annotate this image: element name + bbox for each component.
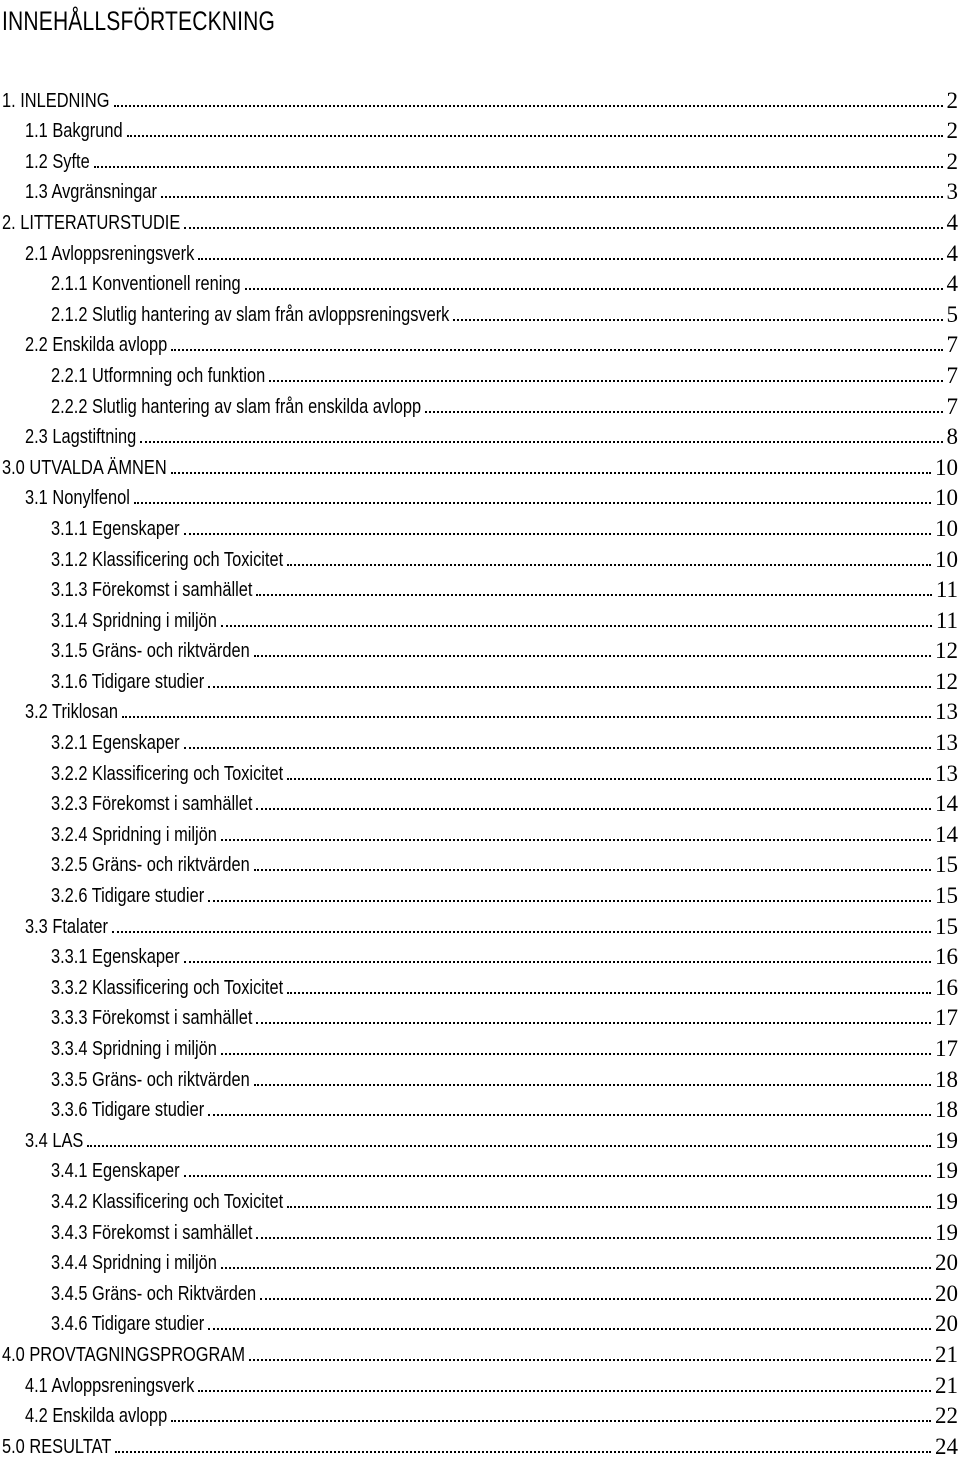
toc-entry[interactable] xyxy=(0,877,960,908)
toc-entry-label: 3.1.2 Klassificering och Toxicitet xyxy=(51,548,284,571)
toc-entry-page-number: 20 xyxy=(935,1311,958,1337)
toc-entry-label-wrap xyxy=(25,150,90,174)
toc-entry-label: 4.0 PROVTAGNINGSPROGRAM xyxy=(2,1343,246,1366)
toc-entry-page-number: 2 xyxy=(946,87,958,113)
toc-entry[interactable] xyxy=(0,204,960,235)
toc-entry[interactable] xyxy=(0,388,960,419)
toc-dot-leader xyxy=(221,839,931,841)
toc-entry-page-number: 11 xyxy=(935,607,958,633)
toc-entry[interactable] xyxy=(0,510,960,541)
toc-dot-leader xyxy=(221,625,932,627)
toc-entry[interactable] xyxy=(0,786,960,817)
toc-entry-label-wrap xyxy=(51,1006,252,1030)
toc-entry-label: 3.2.3 Förekomst i samhället xyxy=(51,793,253,816)
toc-entry[interactable] xyxy=(0,1275,960,1306)
toc-dot-leader xyxy=(256,808,931,810)
toc-entry[interactable] xyxy=(0,296,960,327)
toc-entry-label: 2.1 Avloppsreningsverk xyxy=(25,242,195,265)
toc-entry[interactable] xyxy=(0,327,960,358)
toc-entry-label: 1. INLEDNING xyxy=(2,89,110,112)
toc-dot-leader xyxy=(245,288,943,290)
toc-entry-label-wrap xyxy=(2,1343,245,1367)
toc-entry[interactable] xyxy=(0,174,960,205)
toc-entry-label: 2.2.2 Slutlig hantering av slam från enskilda avlopp xyxy=(51,395,422,418)
toc-entry-page-number: 5 xyxy=(946,301,958,327)
toc-entry[interactable] xyxy=(0,419,960,450)
toc-dot-leader xyxy=(269,380,942,382)
toc-entry-label-wrap xyxy=(25,915,108,939)
toc-entry[interactable] xyxy=(0,1153,960,1184)
toc-entry-label-wrap xyxy=(25,1374,194,1398)
toc-entry[interactable] xyxy=(0,816,960,847)
toc-entry-label-wrap xyxy=(51,364,265,388)
toc-entry[interactable] xyxy=(0,235,960,266)
toc-dot-leader xyxy=(94,166,943,168)
toc-entry[interactable] xyxy=(0,602,960,633)
toc-entry-page-number: 13 xyxy=(935,699,958,725)
toc-entry-page-number: 12 xyxy=(935,668,958,694)
toc-entry-label-wrap xyxy=(51,731,180,755)
toc-entry-label-wrap xyxy=(2,211,180,235)
toc-dot-leader xyxy=(425,411,942,413)
toc-entry[interactable] xyxy=(0,449,960,480)
toc-dot-leader xyxy=(453,319,942,321)
toc-entry-page-number: 4 xyxy=(946,271,958,297)
toc-entry-label-wrap xyxy=(25,486,130,510)
toc-entry-page-number: 21 xyxy=(935,1372,958,1398)
toc-entry[interactable] xyxy=(0,82,960,113)
toc-entry[interactable] xyxy=(0,724,960,755)
toc-entry-label: 3.1.1 Egenskaper xyxy=(51,517,180,540)
toc-entry-page-number: 7 xyxy=(946,393,958,419)
toc-dot-leader xyxy=(208,900,931,902)
toc-entry-page-number: 7 xyxy=(946,362,958,388)
toc-dot-leader xyxy=(161,196,943,198)
toc-entry-label-wrap xyxy=(51,1098,204,1122)
toc-dot-leader xyxy=(221,1053,931,1055)
toc-dot-leader xyxy=(287,1206,931,1208)
toc-dot-leader xyxy=(249,1359,931,1361)
toc-entry-label: 3.2.2 Klassificering och Toxicitet xyxy=(51,762,284,785)
toc-entry-label: 3.3.4 Spridning i miljön xyxy=(51,1038,217,1060)
toc-dot-leader xyxy=(134,502,931,504)
toc-entry-label-wrap xyxy=(51,272,241,296)
toc-entry-page-number: 17 xyxy=(935,1036,958,1061)
toc-entry[interactable] xyxy=(0,1214,960,1245)
toc-entry[interactable] xyxy=(0,143,960,174)
toc-entry-label: 3.3.6 Tidigare studier xyxy=(51,1099,205,1122)
toc-dot-leader xyxy=(184,227,942,229)
toc-entry-label: 2. LITTERATURSTUDIE xyxy=(2,211,181,234)
toc-entry-label: 3.1.4 Spridning i miljön xyxy=(51,609,217,632)
toc-dot-leader xyxy=(221,1267,931,1269)
toc-entry-page-number: 19 xyxy=(935,1158,958,1184)
toc-entry-page-number: 14 xyxy=(935,821,958,847)
toc-entry-label-wrap xyxy=(51,395,421,419)
toc-entry-label-wrap xyxy=(51,792,252,816)
toc-entry-page-number: 14 xyxy=(935,791,958,817)
toc-entry-page-number: 4 xyxy=(946,240,958,266)
toc-entry-label: 3.2.1 Egenskaper xyxy=(51,732,180,755)
toc-dot-leader xyxy=(208,686,931,688)
toc-entry[interactable] xyxy=(0,1122,960,1153)
toc-entry-label-wrap xyxy=(25,119,123,143)
toc-entry-label-wrap xyxy=(25,700,118,724)
toc-entry-page-number: 20 xyxy=(935,1280,958,1306)
toc-entry-label-wrap xyxy=(51,609,217,633)
toc-entry[interactable] xyxy=(0,1245,960,1276)
toc-dot-leader xyxy=(127,135,943,137)
toc-heading: INNEHÅLLSFÖRTECKNING xyxy=(2,6,276,36)
toc-entry-label: 1.2 Syfte xyxy=(25,150,90,173)
toc-dot-leader xyxy=(184,747,931,749)
toc-entry-label: 3.2.4 Spridning i miljön xyxy=(51,823,217,846)
toc-entry-page-number: 18 xyxy=(935,1097,958,1123)
toc-entry-page-number: 10 xyxy=(935,546,958,572)
toc-entry-page-number: 16 xyxy=(935,944,958,970)
toc-entry-label-wrap xyxy=(25,242,194,266)
toc-entry-label-wrap xyxy=(51,1037,217,1061)
toc-dot-leader xyxy=(112,931,931,933)
toc-entry-page-number: 10 xyxy=(935,454,958,480)
toc-entry-label-wrap xyxy=(51,1159,180,1183)
toc-entry-page-number: 4 xyxy=(946,209,958,235)
toc-dot-leader xyxy=(140,441,942,443)
toc-entry-label: 3.1 Nonylfenol xyxy=(25,487,130,510)
toc-entry-label: 1.1 Bakgrund xyxy=(25,120,123,143)
toc-entry[interactable] xyxy=(0,1367,960,1398)
toc-entry-label: 3.3.1 Egenskaper xyxy=(51,946,180,969)
toc-dot-leader xyxy=(208,1328,931,1330)
toc-entry-label-wrap xyxy=(51,823,217,847)
toc-entry[interactable] xyxy=(0,1061,960,1092)
toc-entry[interactable] xyxy=(0,1428,960,1459)
toc-entry-page-number: 13 xyxy=(935,730,958,756)
toc-entry-label-wrap xyxy=(51,853,250,877)
toc-entry-page-number: 12 xyxy=(935,638,958,664)
toc-entry-label-wrap xyxy=(51,578,252,602)
toc-entry-label: 3.4.6 Tidigare studier xyxy=(51,1313,205,1336)
toc-dot-leader xyxy=(254,655,931,657)
toc-entry-label: 1.3 Avgränsningar xyxy=(25,181,157,204)
toc-dot-leader xyxy=(87,1145,931,1147)
toc-entry[interactable] xyxy=(0,755,960,786)
toc-entry-label-wrap xyxy=(51,548,283,572)
toc-entry-label: 3.2.5 Gräns- och riktvärden xyxy=(51,854,250,877)
toc-entry-label-wrap xyxy=(2,1435,111,1459)
toc-entry[interactable] xyxy=(0,572,960,603)
toc-entry-label-wrap xyxy=(51,517,180,541)
toc-entry-page-number: 19 xyxy=(935,1127,958,1153)
toc-entry-label: 3.4.2 Klassificering och Toxicitet xyxy=(51,1190,284,1213)
toc-dot-leader xyxy=(184,1175,931,1177)
toc-entry-label-wrap xyxy=(51,1312,204,1336)
toc-entry-label-wrap xyxy=(25,1404,167,1428)
toc-list xyxy=(0,82,960,1459)
toc-entry-label: 3.4.5 Gräns- och Riktvärden xyxy=(51,1282,257,1305)
toc-entry-label-wrap xyxy=(51,1068,250,1092)
toc-entry-label: 3.3.5 Gräns- och riktvärden xyxy=(51,1068,250,1091)
toc-entry-page-number: 16 xyxy=(935,974,958,1000)
toc-entry[interactable] xyxy=(0,113,960,144)
toc-entry-page-number: 15 xyxy=(935,852,958,878)
toc-entry-label: 3.1.5 Gräns- och riktvärden xyxy=(51,640,250,663)
toc-entry-label: 3.4 LAS xyxy=(25,1129,84,1152)
toc-dot-leader xyxy=(287,778,931,780)
toc-entry-page-number: 13 xyxy=(935,760,958,786)
toc-entry-label-wrap xyxy=(51,1190,283,1214)
toc-dot-leader xyxy=(198,1390,931,1392)
toc-entry-page-number: 2 xyxy=(946,148,958,174)
toc-entry-label-wrap xyxy=(51,945,180,969)
toc-entry-label-wrap xyxy=(51,1282,256,1306)
toc-entry[interactable] xyxy=(0,633,960,664)
toc-dot-leader xyxy=(171,472,931,474)
toc-entry-label-wrap xyxy=(51,976,283,1000)
toc-entry-page-number: 7 xyxy=(946,332,958,358)
toc-dot-leader xyxy=(256,1022,931,1024)
toc-entry[interactable] xyxy=(0,266,960,297)
toc-entry-label: 3.3 Ftalater xyxy=(25,915,108,938)
toc-dot-leader xyxy=(287,992,931,994)
toc-entry-page-number: 22 xyxy=(935,1403,958,1429)
toc-entry-page-number: 11 xyxy=(935,577,958,603)
toc-entry[interactable] xyxy=(0,1030,960,1061)
toc-dot-leader xyxy=(256,594,931,596)
toc-entry-label: 3.1.3 Förekomst i samhället xyxy=(51,579,253,602)
toc-entry[interactable] xyxy=(0,541,960,572)
toc-dot-leader xyxy=(114,105,943,107)
toc-entry[interactable] xyxy=(0,1183,960,1214)
toc-entry-label: 4.2 Enskilda avlopp xyxy=(25,1405,168,1428)
toc-entry-page-number: 24 xyxy=(935,1433,958,1459)
toc-entry-page-number: 17 xyxy=(935,1005,958,1031)
toc-entry-label: 2.2.1 Utformning och funktion xyxy=(51,364,266,387)
toc-dot-leader xyxy=(256,1237,931,1239)
toc-entry-page-number: 15 xyxy=(935,883,958,909)
toc-dot-leader xyxy=(254,1084,931,1086)
toc-entry-label: 2.2 Enskilda avlopp xyxy=(25,334,168,357)
toc-dot-leader xyxy=(171,349,942,351)
toc-entry-label-wrap xyxy=(51,884,204,908)
toc-entry-page-number: 19 xyxy=(935,1188,958,1214)
toc-entry-page-number: 8 xyxy=(946,424,958,450)
toc-entry-label-wrap xyxy=(2,456,167,480)
toc-dot-leader xyxy=(287,564,931,566)
toc-dot-leader xyxy=(198,258,942,260)
toc-entry-label-wrap xyxy=(51,762,283,786)
toc-entry-page-number: 15 xyxy=(935,913,958,939)
toc-entry-label-wrap xyxy=(51,639,250,663)
toc-entry-label: 3.4.1 Egenskaper xyxy=(51,1160,180,1183)
toc-entry-page-number: 2 xyxy=(946,118,958,144)
toc-entry[interactable] xyxy=(0,694,960,725)
toc-entry[interactable] xyxy=(0,357,960,388)
toc-entry-page-number: 10 xyxy=(935,485,958,511)
toc-entry[interactable] xyxy=(0,663,960,694)
toc-entry-label-wrap xyxy=(25,333,167,357)
toc-entry[interactable] xyxy=(0,1398,960,1429)
toc-entry-label: 2.3 Lagstiftning xyxy=(25,426,137,449)
toc-entry-page-number: 3 xyxy=(946,179,958,205)
toc-entry-page-number: 20 xyxy=(935,1250,958,1276)
toc-entry-label: 3.2 Triklosan xyxy=(25,701,118,724)
toc-entry-label: 3.1.6 Tidigare studier xyxy=(51,670,205,693)
toc-entry-label-wrap xyxy=(51,670,204,694)
toc-entry-label-wrap xyxy=(25,1129,83,1153)
toc-entry-label-wrap xyxy=(51,303,449,327)
toc-dot-leader xyxy=(171,1420,931,1422)
toc-entry-label-wrap xyxy=(51,1221,252,1245)
toc-entry-page-number: 19 xyxy=(935,1219,958,1245)
toc-entry-label: 2.1.1 Konventionell rening xyxy=(51,273,241,296)
toc-entry[interactable] xyxy=(0,847,960,878)
toc-dot-leader xyxy=(184,961,931,963)
toc-entry-label: 3.4.4 Spridning i miljön xyxy=(51,1252,217,1275)
toc-entry[interactable] xyxy=(0,1000,960,1031)
toc-entry-page-number: 18 xyxy=(935,1066,958,1092)
toc-entry-label: 3.4.3 Förekomst i samhället xyxy=(51,1221,253,1244)
toc-entry-label: 3.3.2 Klassificering och Toxicitet xyxy=(51,976,284,999)
toc-dot-leader xyxy=(122,716,931,718)
toc-entry[interactable] xyxy=(0,1092,960,1123)
toc-entry[interactable] xyxy=(0,908,960,939)
toc-entry-label: 5.0 RESULTAT xyxy=(2,1435,112,1458)
toc-entry-label: 3.2.6 Tidigare studier xyxy=(51,885,205,908)
toc-entry-label-wrap xyxy=(25,425,136,449)
toc-dot-leader xyxy=(208,1114,931,1116)
toc-entry[interactable] xyxy=(0,939,960,970)
toc-entry-label: 3.3.3 Förekomst i samhället xyxy=(51,1007,253,1030)
toc-entry[interactable] xyxy=(0,1336,960,1367)
toc-entry[interactable] xyxy=(0,1306,960,1337)
toc-entry-label-wrap xyxy=(25,180,157,204)
toc-entry-label-wrap xyxy=(2,89,110,113)
toc-entry[interactable] xyxy=(0,480,960,511)
toc-entry-page-number: 10 xyxy=(935,515,958,541)
toc-entry-page-number: 21 xyxy=(935,1341,958,1367)
toc-entry-label: 4.1 Avloppsreningsverk xyxy=(25,1374,195,1397)
toc-entry-label: 3.0 UTVALDA ÄMNEN xyxy=(2,456,167,479)
toc-entry-label: 2.1.2 Slutlig hantering av slam från avloppsreningsverk xyxy=(51,303,450,326)
toc-entry[interactable] xyxy=(0,969,960,1000)
toc-dot-leader xyxy=(184,533,931,535)
toc-dot-leader xyxy=(260,1298,931,1300)
toc-entry-label-wrap xyxy=(51,1251,217,1275)
toc-dot-leader xyxy=(254,869,931,871)
